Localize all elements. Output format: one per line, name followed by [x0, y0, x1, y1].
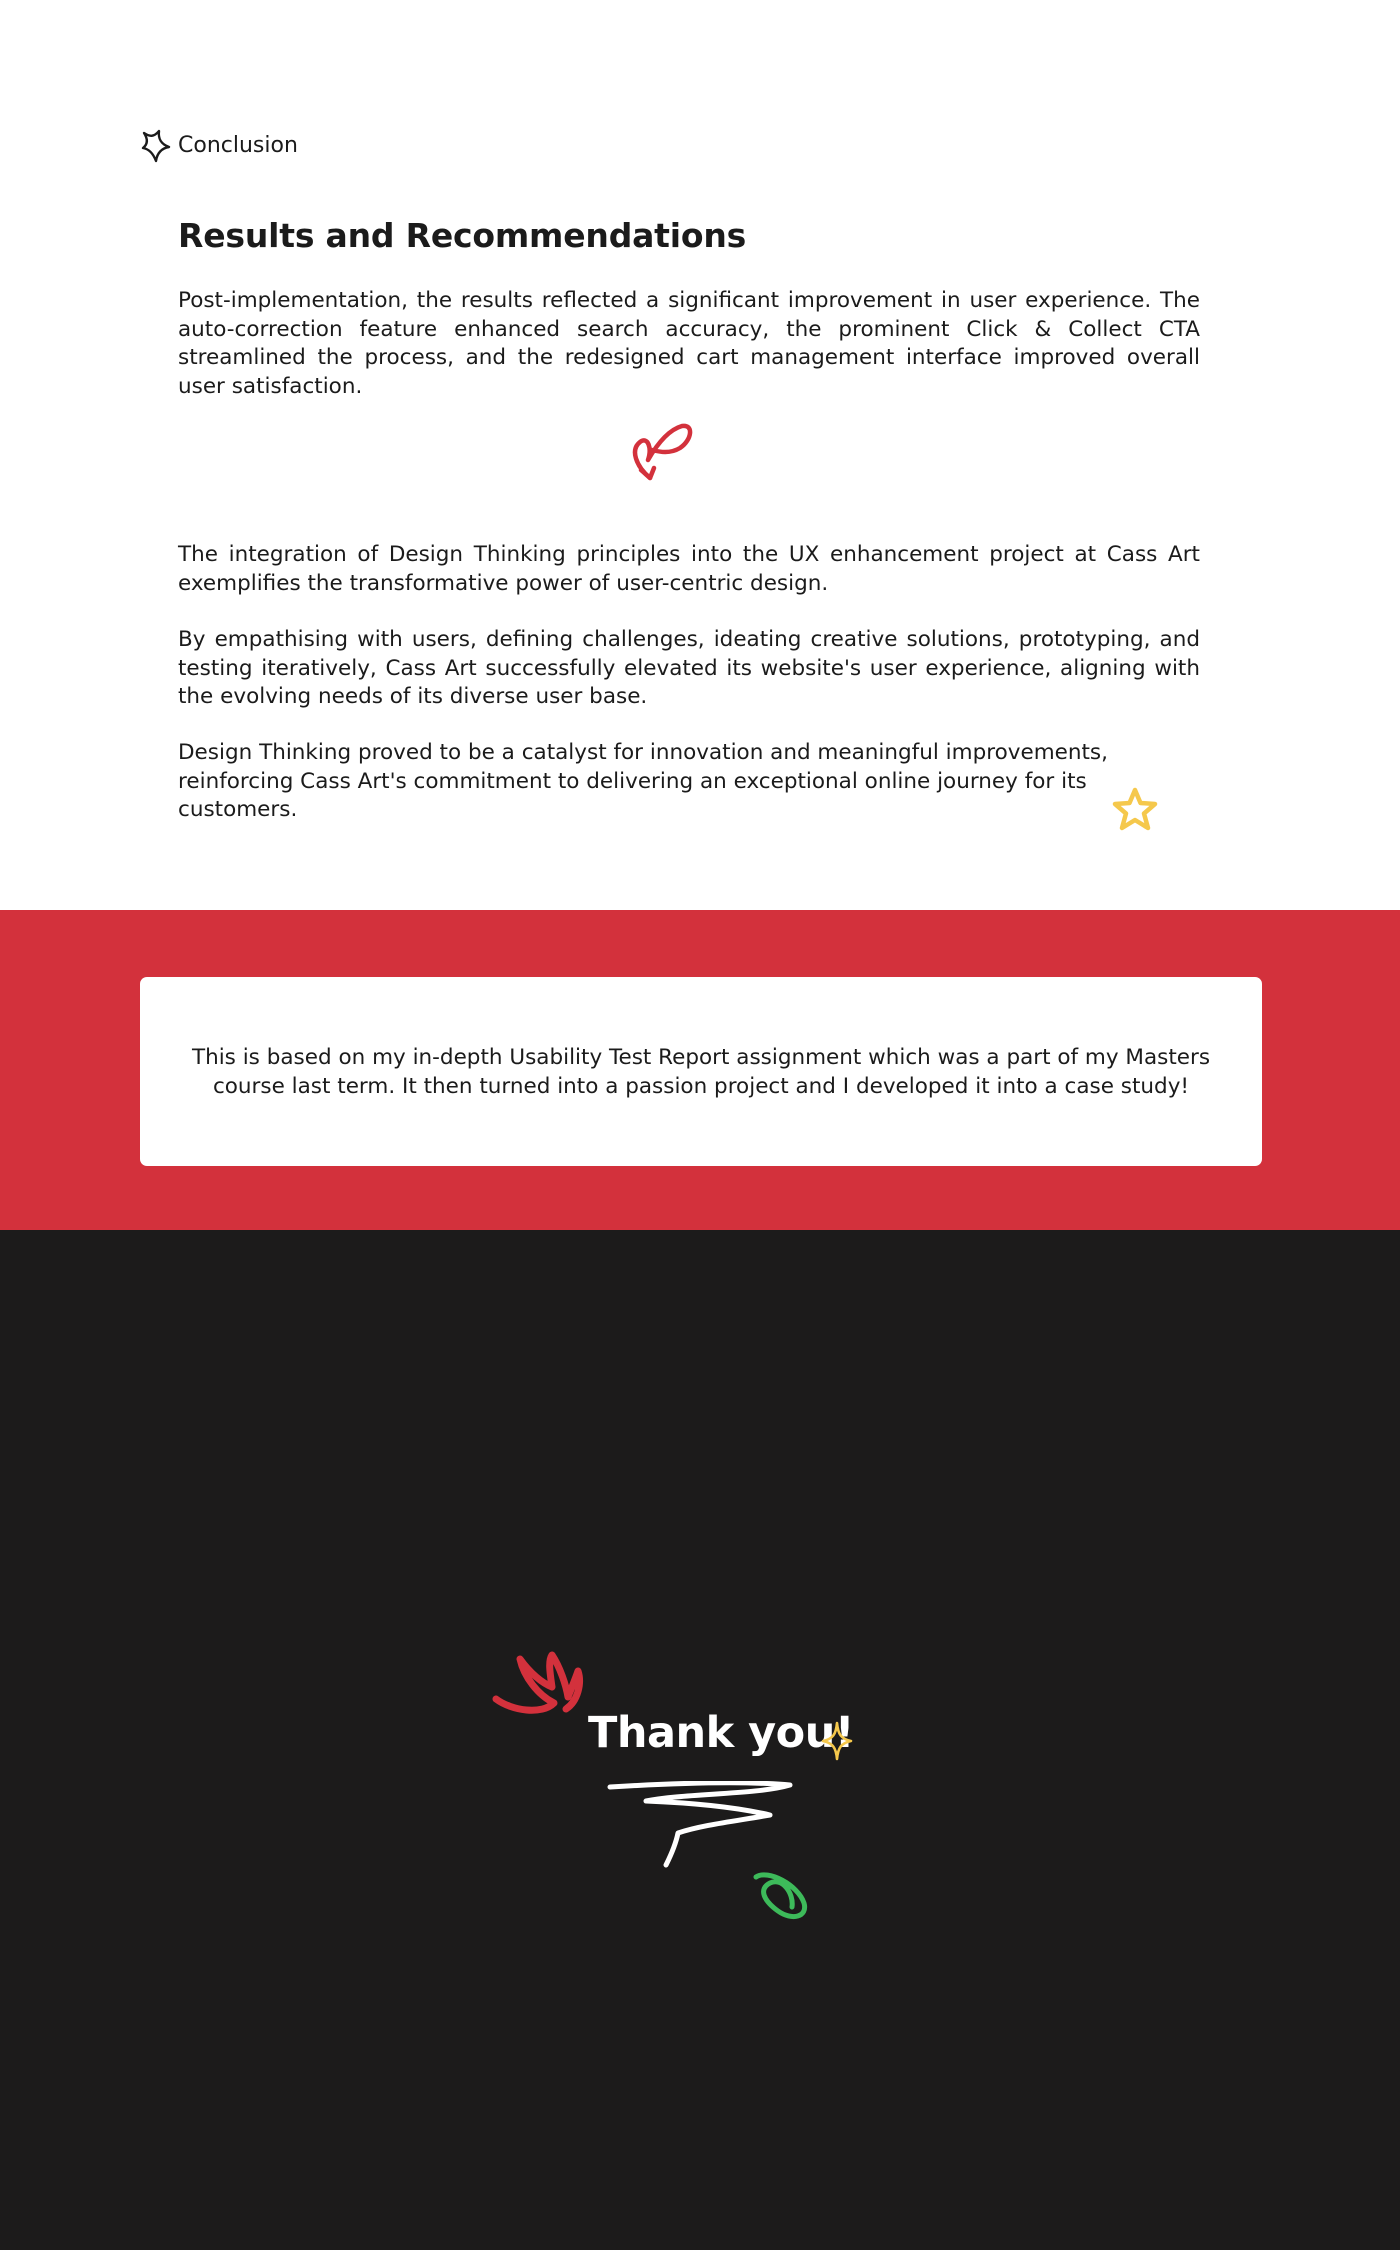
conclusion-section — [0, 0, 1400, 910]
note-section — [0, 910, 1400, 1230]
process-paragraph: By empathising with users, defining challenges, ideating creative solutions, prototyping, and testing iteratively, Cass Art successfully elevated its website's user experience, aligning with the evolving needs of its diverse user base. — [178, 627, 1200, 709]
section-label: Conclusion — [178, 133, 298, 158]
yellow-sparkle-doodle — [820, 1720, 854, 1762]
section-tag — [140, 127, 298, 164]
green-loop-doodle — [748, 1867, 810, 1923]
thank-you-heading: Thank you! — [588, 1708, 854, 1758]
sparkle-icon — [140, 127, 172, 164]
white-squiggle-doodle — [606, 1781, 806, 1871]
yellow-star-doodle — [1110, 786, 1160, 832]
design-thinking-paragraph: The integration of Design Thinking principles into the UX enhancement project at Cass Art exemplifies the transformative power of user-centric design. — [178, 542, 1200, 596]
note-card — [140, 977, 1262, 1166]
thank-you-section — [0, 1230, 1400, 2250]
red-splash-doodle — [490, 1645, 586, 1725]
closing-paragraph: Design Thinking proved to be a catalyst for innovation and meaningful improvements, reinforcing Cass Art's commitment to delivering an exceptional online journey for its customers. — [178, 740, 1108, 822]
note-text: This is based on my in-depth Usability Test Report assignment which was a part of my Masters course last term. It then turned into a passion project and I developed it into a case study! — [191, 1044, 1211, 1099]
page-title: Results and Recommendations — [178, 216, 747, 255]
results-paragraph: Post-implementation, the results reflected a significant improvement in user experience. The auto-correction feature enhanced search accuracy, the prominent Click & Collect CTA streamlined the process, and the redesigned cart management interface improved overall user satisfaction. — [178, 288, 1200, 399]
red-loop-arrow-doodle — [626, 420, 696, 484]
